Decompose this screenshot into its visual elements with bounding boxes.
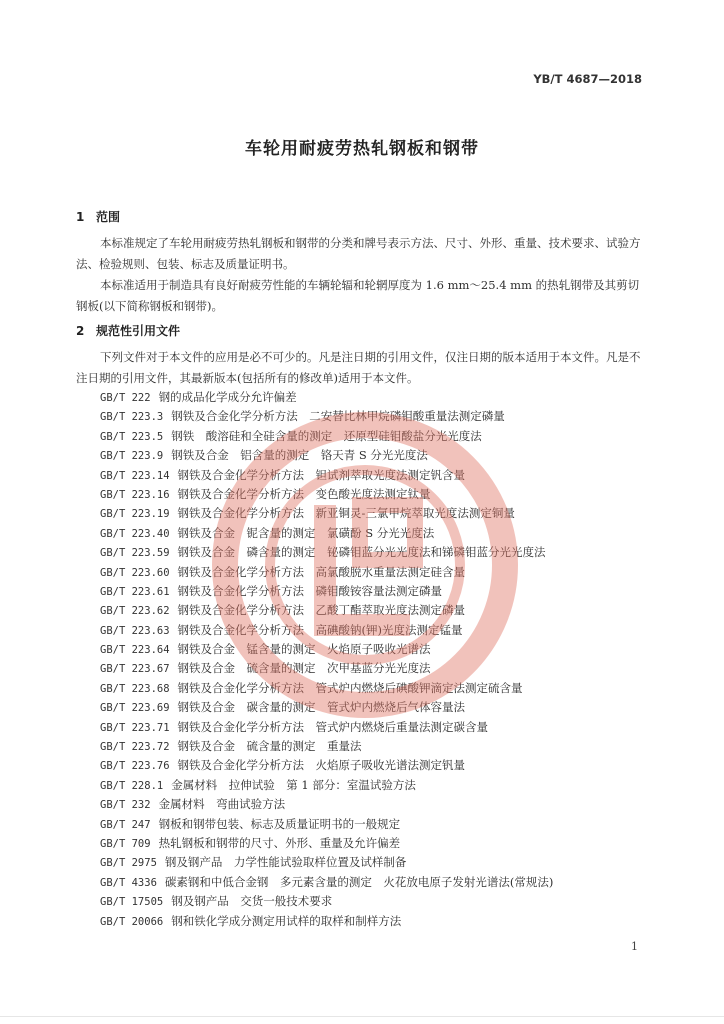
reference-item: [100, 524, 660, 543]
reference-item: [100, 756, 660, 775]
reference-item: [100, 640, 660, 659]
reference-item: [100, 698, 660, 717]
reference-code: GB/T 223.72: [100, 741, 170, 754]
reference-code: GB/T 20066: [100, 915, 164, 928]
reference-code: GB/T 223.14: [100, 469, 170, 482]
section-1-heading: [76, 208, 120, 225]
reference-list: [100, 388, 660, 931]
section-1-title: 范围: [96, 210, 121, 224]
reference-code: GB/T 223.59: [100, 547, 170, 560]
reference-title: 钢铁及合金 硫含量的测定 重量法: [177, 739, 362, 754]
reference-code: GB/T 223.61: [100, 585, 170, 598]
reference-title: 钢铁及合金化学分析方法 管式炉内燃烧后碘酸钾滴定法测定硫含量: [177, 680, 523, 695]
reference-code: GB/T 223.19: [100, 508, 170, 521]
reference-item: [100, 815, 660, 834]
reference-title: 钢及钢产品 力学性能试验取样位置及试样制备: [164, 855, 407, 870]
reference-code: GB/T 223.40: [100, 527, 170, 540]
reference-item: [100, 427, 660, 446]
reference-title: 钢铁及合金化学分析方法 管式炉内燃烧后重量法测定碳含量: [177, 719, 489, 734]
reference-code: GB/T 223.67: [100, 663, 170, 676]
reference-code: GB/T 232: [100, 799, 151, 812]
reference-item: [100, 776, 660, 795]
reference-item: [100, 563, 660, 582]
reference-item: [100, 407, 660, 426]
reference-title: 钢铁及合金 硫含量的测定 次甲基蓝分光光度法: [177, 661, 431, 676]
document-title: 车轮用耐疲劳热轧钢板和钢带: [245, 139, 479, 159]
reference-title: 钢铁及合金化学分析方法 二安替比林甲烷磷钼酸重量法测定磷量: [171, 409, 505, 424]
reference-item: [100, 504, 660, 523]
reference-code: GB/T 2975: [100, 857, 157, 870]
reference-title: 钢铁及合金化学分析方法 新亚铜灵-三氯甲烷萃取光度法测定铜量: [177, 506, 515, 521]
reference-code: GB/T 223.63: [100, 624, 170, 637]
section-2-title: 规范性引用文件: [96, 324, 181, 338]
section-2-heading: [76, 322, 180, 339]
reference-title: 钢铁及合金 铌含量的测定 氯磺酚 S 分光光度法: [177, 525, 435, 540]
page-bottom-edge: [0, 1016, 724, 1017]
reference-title: 钢铁及合金化学分析方法 钽试剂萃取光度法测定钒含量: [177, 467, 466, 482]
reference-title: 金属材料 拉伸试验 第 1 部分：室温试验方法: [171, 777, 416, 792]
reference-code: GB/T 223.9: [100, 450, 164, 463]
reference-item: [100, 659, 660, 678]
reference-code: GB/T 228.1: [100, 779, 164, 792]
reference-code: GB/T 222: [100, 392, 151, 404]
reference-item: [100, 466, 660, 485]
reference-title: 热轧钢板和钢带的尺寸、外形、重量及允许偏差: [158, 835, 401, 850]
reference-code: GB/T 709: [100, 837, 151, 850]
reference-title: 钢铁及合金 碳含量的测定 管式炉内燃烧后气体容量法: [177, 700, 466, 715]
reference-code: GB/T 223.76: [100, 760, 170, 773]
reference-code: GB/T 223.69: [100, 702, 170, 715]
reference-code: GB/T 223.3: [100, 411, 164, 424]
reference-title: 钢板和钢带包装、标志及质量证明书的一般规定: [158, 816, 401, 831]
reference-item: [100, 834, 660, 853]
section-2-number: 2: [76, 324, 85, 338]
reference-title: 钢的成品化学成分允许偏差: [158, 390, 297, 404]
reference-item: [100, 485, 660, 504]
reference-item: [100, 621, 660, 640]
reference-code: GB/T 223.5: [100, 430, 164, 443]
reference-code: GB/T 223.64: [100, 644, 170, 657]
section-2-intro: 下列文件对于本文件的应用是必不可少的。凡是注日期的引用文件，仅注日期的版本适用于本文件。凡是不注日期的引用文件，其最新版本(包括所有的修改单)适用于本文件。: [76, 350, 641, 385]
reference-title: 钢铁及合金化学分析方法 磷钼酸铵容量法测定磷量: [177, 583, 443, 598]
reference-code: GB/T 223.71: [100, 721, 170, 734]
reference-title: 钢铁及合金化学分析方法 火焰原子吸收光谱法测定钒量: [177, 758, 466, 773]
reference-item: [100, 601, 660, 620]
reference-title: 钢和铁化学成分测定用试样的取样和制样方法: [171, 913, 402, 928]
reference-item: [100, 892, 660, 911]
reference-title: 钢铁及合金 铝含量的测定 铬天青 S 分光光度法: [171, 448, 428, 463]
reference-item: [100, 582, 660, 601]
reference-title: 钢铁及合金化学分析方法 高碘酸钠(钾)光度法测定锰量: [177, 622, 463, 637]
reference-title: 碳素钢和中低合金钢 多元素含量的测定 火花放电原子发射光谱法(常规法): [164, 874, 554, 889]
reference-title: 金属材料 弯曲试验方法: [158, 797, 286, 812]
reference-code: GB/T 223.68: [100, 682, 170, 695]
reference-code: GB/T 223.62: [100, 605, 170, 618]
reference-item: [100, 543, 660, 562]
reference-code: GB/T 17505: [100, 896, 164, 909]
reference-item: [100, 388, 660, 407]
reference-code: GB/T 223.60: [100, 566, 170, 579]
reference-item: [100, 795, 660, 814]
reference-title: 钢铁及合金 锰含量的测定 火焰原子吸收光谱法: [177, 642, 431, 657]
reference-item: [100, 679, 660, 698]
section-1-paragraph-1: 本标准规定了车轮用耐疲劳热轧钢板和钢带的分类和牌号表示方法、尺寸、外形、重量、技术要求、试验方法、检验规则、包装、标志及质量证明书。: [76, 236, 641, 271]
reference-item: [100, 737, 660, 756]
reference-title: 钢及钢产品 交货一般技术要求: [171, 894, 333, 909]
reference-item: [100, 873, 660, 892]
reference-title: 钢铁及合金化学分析方法 变色酸光度法测定钛量: [177, 486, 431, 501]
reference-item: [100, 446, 660, 465]
reference-code: GB/T 247: [100, 818, 151, 831]
reference-title: 钢铁及合金化学分析方法 高氯酸脱水重量法测定硅含量: [177, 564, 466, 579]
reference-item: [100, 912, 660, 931]
reference-code: GB/T 223.16: [100, 488, 170, 501]
section-1-number: 1: [76, 210, 85, 224]
standard-code: YB/T 4687—2018: [533, 72, 642, 86]
reference-title: 钢铁 酸溶硅和全硅含量的测定 还原型硅钼酸盐分光光度法: [171, 428, 482, 443]
reference-item: [100, 853, 660, 872]
reference-code: GB/T 4336: [100, 876, 157, 889]
page-number: 1: [631, 940, 638, 953]
reference-title: 钢铁及合金化学分析方法 乙酸丁酯萃取光度法测定磷量: [177, 603, 466, 618]
reference-item: [100, 718, 660, 737]
section-1-paragraph-2: 本标准适用于制造具有良好耐疲劳性能的车辆轮辐和轮辋厚度为 1.6 mm～25.4 mm 的热轧钢带及其剪切钢板(以下简称钢板和钢带)。: [76, 278, 640, 313]
reference-title: 钢铁及合金 磷含量的测定 铋磷钼蓝分光光度法和锑磷钼蓝分光光度法: [177, 545, 546, 560]
